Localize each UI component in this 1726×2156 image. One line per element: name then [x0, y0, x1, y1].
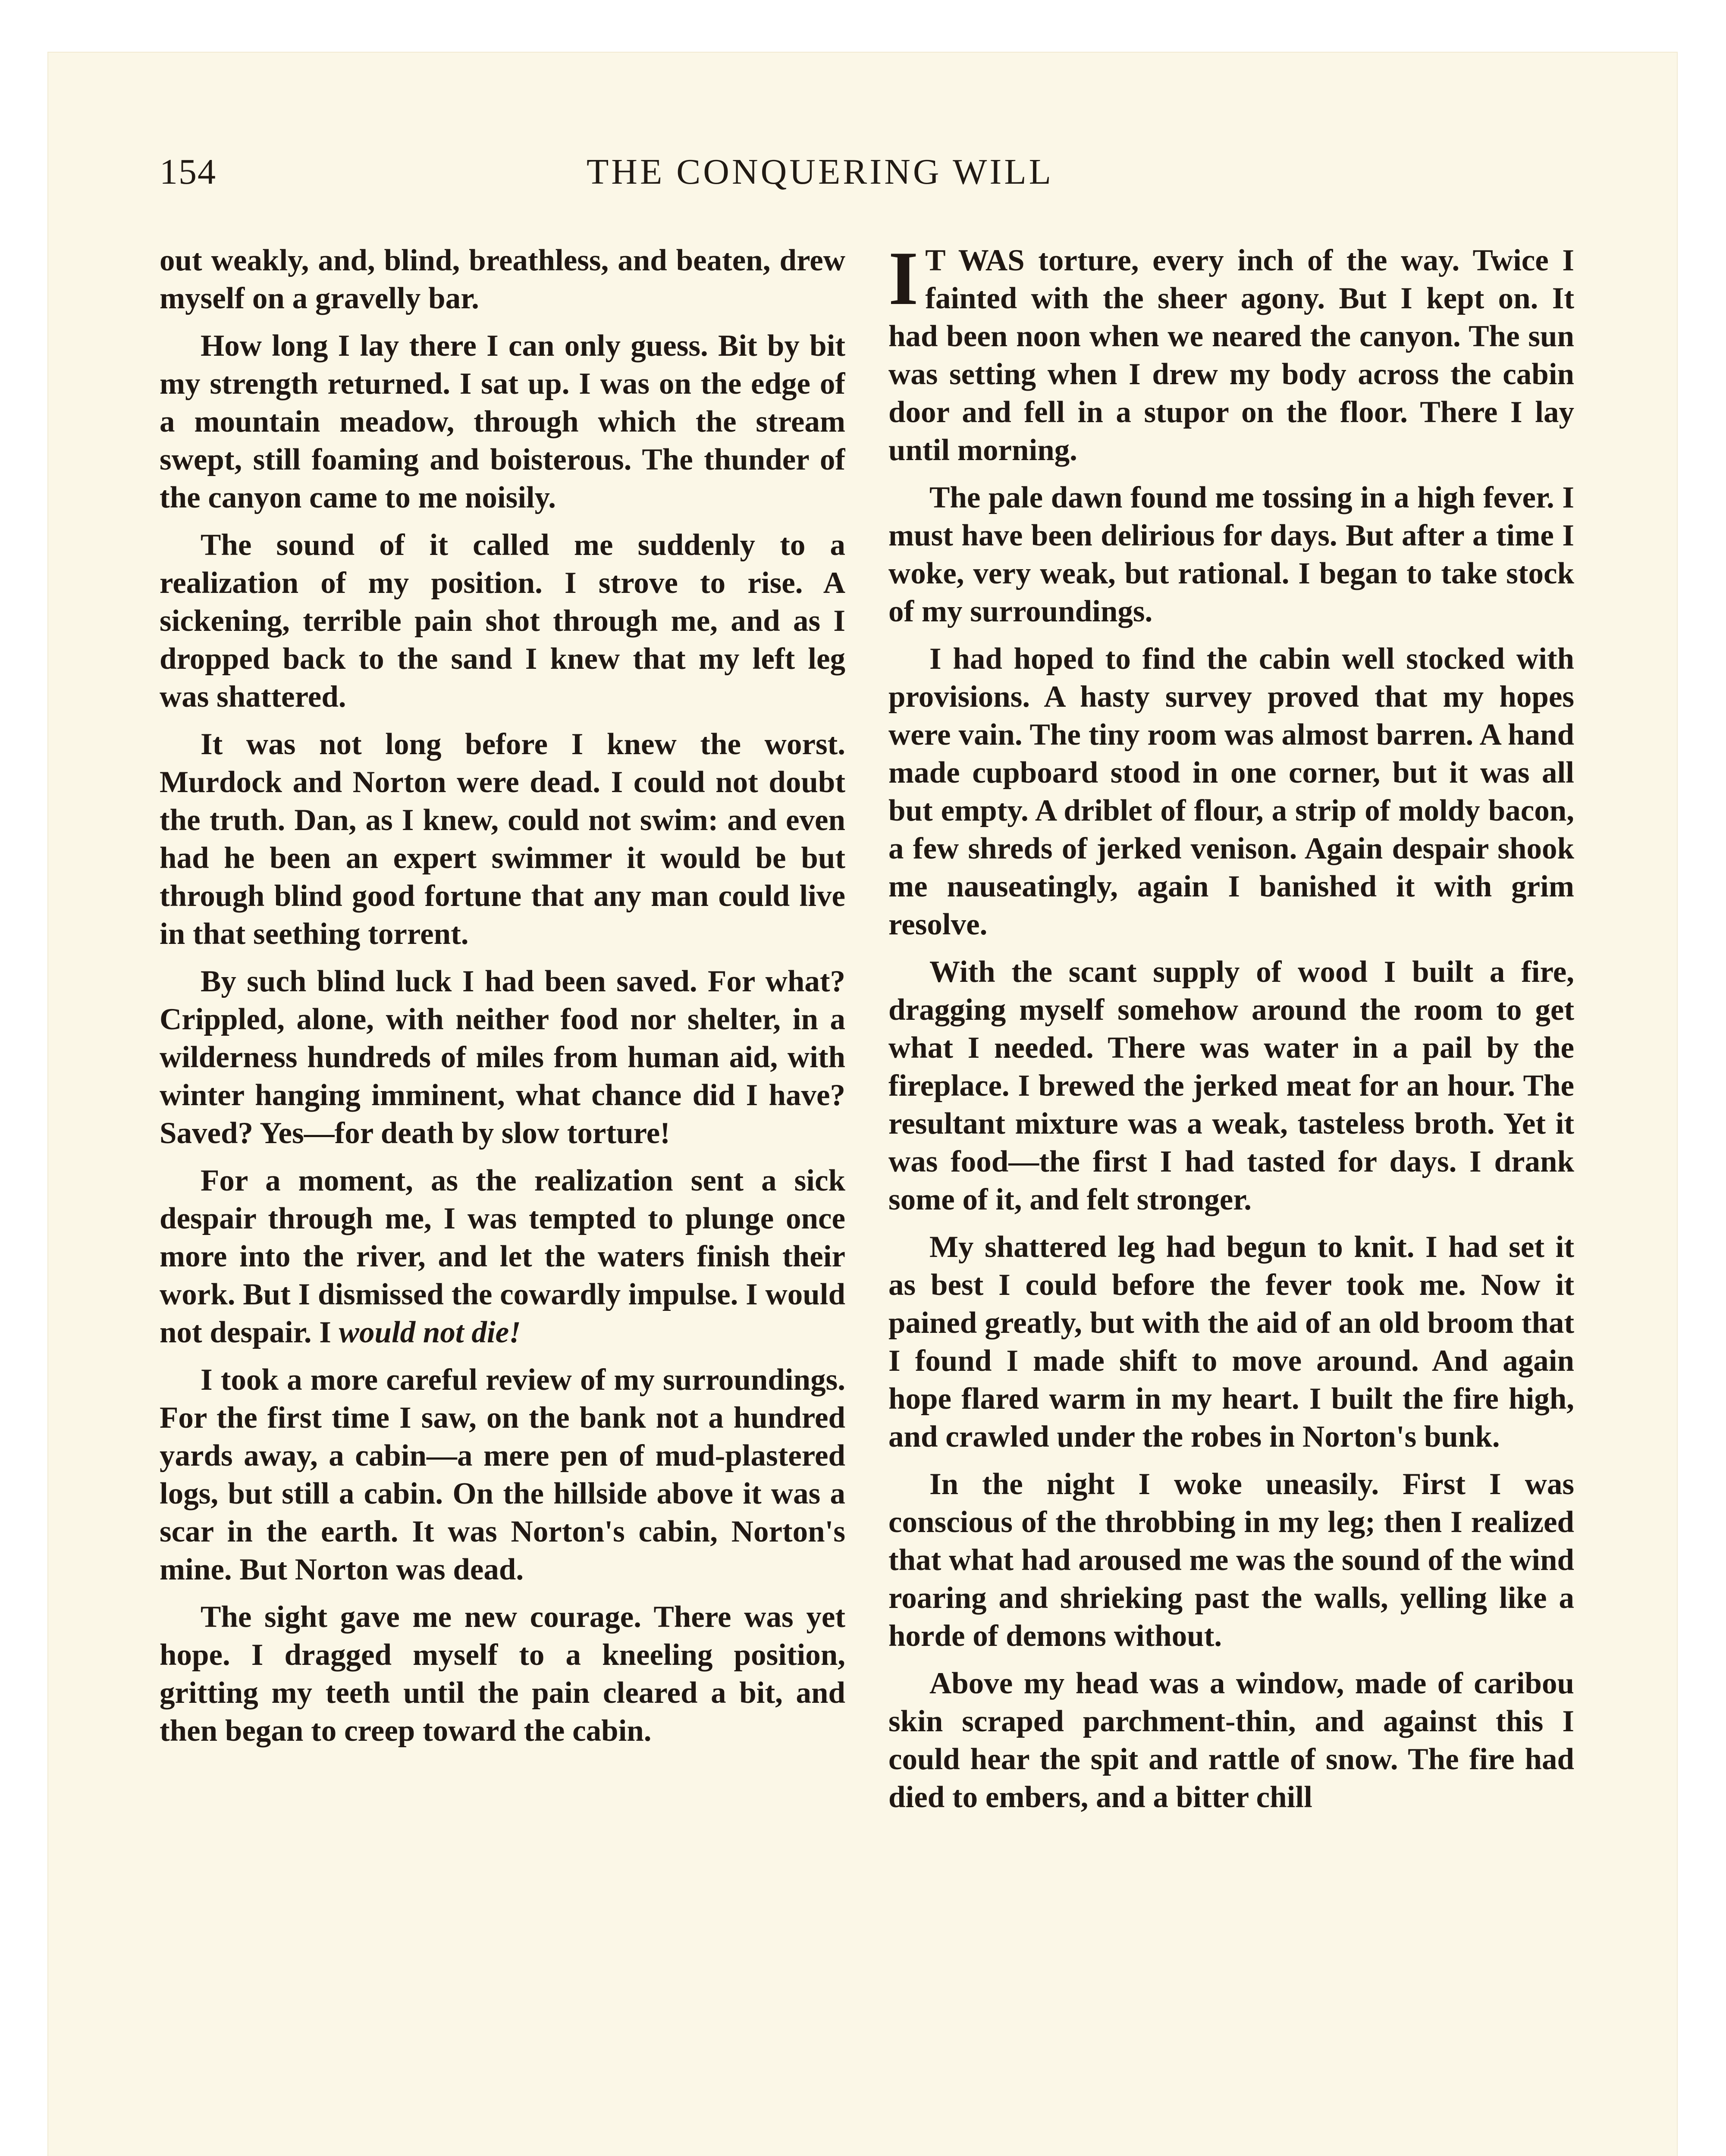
paragraph: With the scant supply of wood I built a fire, dragging myself somehow around the room to get what I needed. There was water in a pail by the fireplace. I brewed the jerked meat for an hour. The resultant mixture was a weak, tasteless broth. Yet it was food—the first I had tasted for days. I drank some of it, and felt stronger. [888, 955, 1574, 1216]
right-column [888, 241, 1574, 2156]
paragraph: In the night I woke uneasily. First I was conscious of the throbbing in my leg; then I realized that what had aroused me was the sound of the wind roaring and shrieking past the walls, yelling like a horde of demons without. [888, 1467, 1574, 1653]
emphasized-text: would not die! [339, 1316, 521, 1349]
paragraph [160, 1162, 845, 1351]
paragraph: The pale dawn found me tossing in a high fever. I must have been delirious for days. But after a time I woke, very weak, but rational. I began to take stock of my surroundings. [888, 481, 1574, 628]
paragraph: I took a more careful review of my surroundings. For the first time I saw, on the bank not a hundred yards away, a cabin—a mere pen of mud-plastered logs, but still a cabin. On the hillside above it was a scar in the earth. It was Norton's cabin, Norton's mine. But Norton was dead. [160, 1363, 845, 1586]
paragraph: Above my head was a window, made of caribou skin scraped parchment-thin, and against this I could hear the spit and rattle of snow. The fire had died to embers, and a bitter chill [888, 1667, 1574, 1814]
left-column [160, 241, 845, 2156]
drop-cap: I [888, 241, 919, 321]
paragraph: out weakly, and, blind, breathless, and beaten, drew myself on a gravelly bar. [160, 244, 845, 315]
paragraph: How long I lay there I can only guess. Bit by bit my strength returned. I sat up. I was on the edge of a mountain meadow, through which the stream swept, still foaming and boisterous. The thunder of the canyon came to me noisily. [160, 329, 845, 514]
paragraph: I had hoped to find the cabin well stocked with provisions. A hasty survey proved that my hopes were vain. The tiny room was almost barren. A hand made cupboard stood in one corner, but it was all but empty. A driblet of flour, a strip of moldy bacon, a few shreds of jerked venison. Again despair shook me nauseatingly, again I banished it with grim resolve. [888, 642, 1574, 941]
paragraph-text: For a moment, as the realization sent a sick despair through me, I was tempted to plunge once more into the river, and let the waters finish their work. But I dismissed the cowardly impulse. I would not despair. I [160, 1164, 845, 1349]
page-number: 154 [160, 152, 217, 192]
paragraph: By such blind luck I had been saved. For what? Crippled, alone, with neither food nor shelter, in a wilderness hundreds of miles from human aid, with winter hanging imminent, what chance did I have? Saved? Yes—for death by slow torture! [160, 965, 845, 1150]
paragraph: My shattered leg had begun to knit. I had set it as best I could before the fever took me. Now it pained greatly, but with the aid of an old broom that I found I made shift to move around. And again hope flared warm in my heart. I built the fire high, and crawled under the robes in Norton's bunk. [888, 1230, 1574, 1454]
running-title: THE CONQUERING WILL [587, 152, 1054, 192]
paragraph: The sound of it called me suddenly to a realization of my position. I strove to rise. A sickening, terrible pain shot through me, and as I dropped back to the sand I knew that my left leg was shattered. [160, 528, 845, 714]
paragraph: The sight gave me new courage. There was yet hope. I dragged myself to a kneeling position, gritting my teeth until the pain cleared a bit, and then began to creep toward the cabin. [160, 1600, 845, 1748]
opening-paragraph [888, 241, 1574, 469]
paragraph-text: T WAS torture, every inch of the way. Twice I fainted with the sheer agony. But I kept on. It had been noon when we neared the canyon. The sun was setting when I drew my body across the cabin door and fell in a stupor on the floor. There I lay until morning. [888, 244, 1574, 467]
paragraph: It was not long before I knew the worst. Murdock and Norton were dead. I could not doubt the truth. Dan, as I knew, could not swim: and even had he been an expert swimmer it would be but through blind good fortune that any man could live in that seething torrent. [160, 727, 845, 951]
